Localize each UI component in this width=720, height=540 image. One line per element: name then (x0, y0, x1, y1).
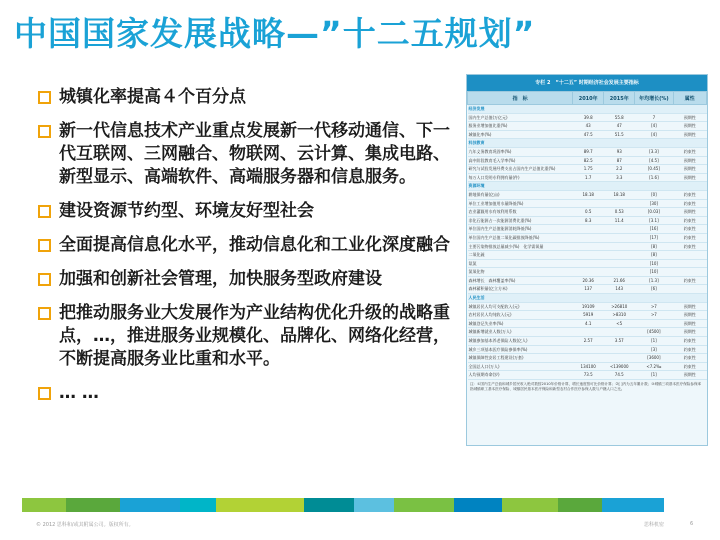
table-cell: 预期性 (673, 208, 706, 217)
indicator-table (467, 91, 707, 380)
square-bullet-icon (38, 91, 51, 104)
table-cell: 预期性 (673, 122, 706, 131)
table-row (468, 362, 707, 371)
table-cell: 55.8 (604, 113, 635, 122)
decorative-color-stripes (0, 498, 720, 512)
table-cell (604, 233, 635, 242)
table-cell (573, 242, 604, 251)
table-cell: [3.3] (635, 147, 673, 156)
indicator-name-cell: 服务业增加值比重(%) (468, 122, 573, 131)
indicator-name-cell: 氨氮 (468, 259, 573, 268)
table-row (468, 173, 707, 182)
square-bullet-icon (38, 125, 51, 138)
table-cell: 8.3 (573, 216, 604, 225)
table-row (468, 285, 707, 294)
table-cell (604, 251, 635, 260)
table-cell: 39.8 (573, 113, 604, 122)
indicator-name-cell: 单位工业增加值用水量降低(%) (468, 199, 573, 208)
table-cell (604, 259, 635, 268)
table-row (468, 251, 707, 260)
indicator-name-cell: 城镇新增就业人数(万人) (468, 328, 573, 337)
table-row (468, 233, 707, 242)
table-row (468, 216, 707, 225)
bullet-list (38, 86, 458, 416)
table-cell: [1.6] (635, 173, 673, 182)
table-cell (635, 319, 673, 328)
table-cell (604, 199, 635, 208)
table-title: 专栏 2 “十二五” 时期经济社会发展主要指标 (467, 75, 707, 91)
table-section-row (468, 294, 707, 303)
table-cell (604, 354, 635, 363)
table-cell: 0.53 (604, 208, 635, 217)
table-cell: 预期性 (673, 156, 706, 165)
table-cell: 1.7 (573, 173, 604, 182)
bullet-text: 建设资源节约型、环境友好型社会 (59, 201, 314, 221)
table-row (468, 190, 707, 199)
table-cell (673, 285, 706, 294)
table-cell: [3600] (635, 354, 673, 363)
table-cell: 约束性 (673, 147, 706, 156)
section-label: 经济发展 (468, 105, 707, 114)
table-cell: 约束性 (673, 225, 706, 234)
table-cell: >26810 (604, 302, 635, 311)
table-cell: 1.75 (573, 165, 604, 174)
table-cell: >8310 (604, 311, 635, 320)
color-stripe (66, 498, 120, 512)
confidential-footer: 思科机密 (644, 522, 665, 528)
table-row (468, 354, 707, 363)
table-row (468, 319, 707, 328)
square-bullet-icon (38, 273, 51, 286)
table-cell: [3.1] (635, 216, 673, 225)
indicator-name-cell: 非化石能源占一次能源消费比重(%) (468, 216, 573, 225)
table-cell: 73.5 (573, 371, 604, 380)
color-stripe (394, 498, 454, 512)
color-stripe (602, 498, 664, 512)
table-row (468, 156, 707, 165)
table-cell: [8] (635, 251, 673, 260)
bullet-item (38, 234, 458, 257)
table-cell: 预期性 (673, 302, 706, 311)
table-cell: [1.3] (635, 276, 673, 285)
table-cell: 预期性 (673, 130, 706, 139)
bullet-text: 全面提高信息化水平，推动信息化和工业化深度融合 (59, 235, 450, 255)
table-cell: 18.18 (604, 190, 635, 199)
table-cell: 21.66 (604, 276, 635, 285)
table-cell: 74.5 (604, 371, 635, 380)
bullet-text: 把推动服务业大发展作为产业结构优化升级的战略重点，…，推进服务业规模化、品牌化、网络化经营，不断提高服务业比重和水平。 (59, 303, 450, 369)
table-cell: [10] (635, 268, 673, 277)
table-cell: [1] (635, 337, 673, 346)
table-cell: 47.5 (573, 130, 604, 139)
indicator-name-cell: 每万人口发明专利拥有量(件) (468, 173, 573, 182)
table-row (468, 268, 707, 277)
table-cell (673, 251, 706, 260)
table-cell: 2.57 (573, 337, 604, 346)
section-label: 人民生活 (468, 294, 707, 303)
table-cell: <139000 (604, 362, 635, 371)
table-cell (673, 268, 706, 277)
bullet-text: 城镇化率提高４个百分点 (59, 87, 246, 107)
table-cell: 87 (604, 156, 635, 165)
section-label: 科技教育 (468, 139, 707, 148)
bullet-item (38, 200, 458, 223)
bullet-item (38, 86, 458, 109)
table-cell: 约束性 (673, 345, 706, 354)
table-cell (573, 354, 604, 363)
indicator-name-cell: 人均预期寿命(岁) (468, 371, 573, 380)
table-cell: <5 (604, 319, 635, 328)
indicator-name-cell: 城镇登记失业率(%) (468, 319, 573, 328)
table-cell: <7.2‰ (635, 362, 673, 371)
indicator-name-cell: 国内生产总值(万亿元) (468, 113, 573, 122)
table-cell: 约束性 (673, 354, 706, 363)
table-cell (604, 345, 635, 354)
column-header: 2010年 (573, 92, 604, 105)
table-cell (573, 328, 604, 337)
table-cell: [4] (635, 122, 673, 131)
table-note: 注：①国内生产总值和城乡居民收入绝对数按2010年价格计算，增长速度按可比价格计算；②[ ]内为五年累计数；③城镇三项基本医疗保险参保率指城镇职工基本医疗保险、城镇居民基本医疗保险和新型农村合作医疗参保人数与户籍人口之比。 (470, 382, 702, 391)
square-bullet-icon (38, 205, 51, 218)
indicator-name-cell: 城镇保障性安居工程建设(万套) (468, 354, 573, 363)
table-cell: 3.3 (604, 173, 635, 182)
table-cell: [8] (635, 242, 673, 251)
table-cell: 19109 (573, 302, 604, 311)
table-cell (573, 268, 604, 277)
table-row (468, 371, 707, 380)
table-cell: 预期性 (673, 371, 706, 380)
table-cell: 预期性 (673, 165, 706, 174)
indicator-name-cell: 城镇化率(%) (468, 130, 573, 139)
color-stripe (354, 498, 394, 512)
table-cell: 11.4 (604, 216, 635, 225)
color-stripe (120, 498, 180, 512)
table-cell: >7 (635, 302, 673, 311)
color-stripe (304, 498, 354, 512)
color-stripe (22, 498, 66, 512)
indicator-name-cell: 农业灌溉用水有效利用系数 (468, 208, 573, 217)
indicator-name-cell: 农村居民人均纯收入(元) (468, 311, 573, 320)
table-cell (604, 225, 635, 234)
table-cell: [16] (635, 225, 673, 234)
table-cell: 预期性 (673, 311, 706, 320)
table-cell: [1] (635, 371, 673, 380)
bullet-text: 加强和创新社会管理，加快服务型政府建设 (59, 269, 382, 289)
table-cell: 143 (604, 285, 635, 294)
section-label: 资源环境 (468, 182, 707, 191)
table-row (468, 199, 707, 208)
table-cell: [4.5] (635, 156, 673, 165)
table-row (468, 130, 707, 139)
table-cell: [30] (635, 199, 673, 208)
table-cell: [10] (635, 259, 673, 268)
table-section-row (468, 139, 707, 148)
indicator-name-cell: 城镇参加基本养老保险人数(亿人) (468, 337, 573, 346)
table-cell: [17] (635, 233, 673, 242)
table-cell: 约束性 (673, 190, 706, 199)
square-bullet-icon (38, 387, 51, 400)
table-section-row (468, 105, 707, 114)
table-cell (604, 242, 635, 251)
indicator-name-cell: 主要污染物排放总量减少(%) 化学需氧量 (468, 242, 573, 251)
table-cell: 43 (573, 122, 604, 131)
table-row (468, 225, 707, 234)
table-cell (604, 268, 635, 277)
page-title: 中国国家发展战略—”十二五规划” (14, 14, 536, 53)
indicator-name-cell: 城镇居民人均可支配收入(元) (468, 302, 573, 311)
table-cell: 约束性 (673, 242, 706, 251)
table-cell (573, 233, 604, 242)
color-stripe (558, 498, 602, 512)
table-row (468, 259, 707, 268)
indicator-name-cell: 九年义务教育巩固率(%) (468, 147, 573, 156)
table-cell: [6] (635, 285, 673, 294)
table-section-row (468, 182, 707, 191)
bullet-item (38, 382, 458, 405)
table-cell: 134100 (573, 362, 604, 371)
table-cell: 93 (604, 147, 635, 156)
indicator-table-panel (466, 74, 708, 446)
copyright-footer: © 2012 思科和/或其附属公司。版权所有。 (36, 522, 134, 528)
table-cell: 0.5 (573, 208, 604, 217)
table-cell: 约束性 (673, 362, 706, 371)
column-header: 年均增长(%) (635, 92, 673, 105)
indicator-name-cell: 二氧化硫 (468, 251, 573, 260)
indicator-name-cell: 城乡三项基本医疗保险参保率(%) (468, 345, 573, 354)
table-cell: 约束性 (673, 233, 706, 242)
column-header: 指 标 (468, 92, 573, 105)
table-row (468, 311, 707, 320)
table-cell (573, 225, 604, 234)
table-row (468, 165, 707, 174)
table-row (468, 208, 707, 217)
bullet-text: … … (59, 383, 99, 403)
table-cell: 2.2 (604, 165, 635, 174)
table-row (468, 345, 707, 354)
table-row (468, 242, 707, 251)
table-cell (573, 259, 604, 268)
square-bullet-icon (38, 307, 51, 320)
table-header-row (468, 92, 707, 105)
table-cell: 89.7 (573, 147, 604, 156)
indicator-name-cell: 森林蓄积量(亿立方米) (468, 285, 573, 294)
table-cell (573, 345, 604, 354)
table-cell (573, 251, 604, 260)
table-cell: 4.1 (573, 319, 604, 328)
table-row (468, 337, 707, 346)
bullet-item (38, 302, 458, 371)
table-cell: 约束性 (673, 199, 706, 208)
bullet-item (38, 268, 458, 291)
table-cell: [4] (635, 130, 673, 139)
table-cell: [4500] (635, 328, 673, 337)
table-cell: 约束性 (673, 337, 706, 346)
indicator-name-cell: 耕地保有量(亿亩) (468, 190, 573, 199)
table-cell: 5919 (573, 311, 604, 320)
table-cell (673, 259, 706, 268)
table-cell: 预期性 (673, 173, 706, 182)
table-cell: 预期性 (673, 113, 706, 122)
table-cell: [0.45] (635, 165, 673, 174)
bullet-item (38, 120, 458, 189)
indicator-name-cell: 单位国内生产总值能源消耗降低(%) (468, 225, 573, 234)
table-cell: 51.5 (604, 130, 635, 139)
color-stripe (454, 498, 502, 512)
table-row (468, 276, 707, 285)
color-stripe (180, 498, 216, 512)
square-bullet-icon (38, 239, 51, 252)
table-cell: 20.36 (573, 276, 604, 285)
indicator-name-cell: 单位国内生产总值二氧化碳排放降低(%) (468, 233, 573, 242)
table-cell: 预期性 (673, 328, 706, 337)
table-cell: 7 (635, 113, 673, 122)
table-cell: 预期性 (673, 319, 706, 328)
table-row (468, 113, 707, 122)
table-row (468, 302, 707, 311)
table-row (468, 122, 707, 131)
table-cell: [0] (635, 190, 673, 199)
table-cell: [0.03] (635, 208, 673, 217)
table-cell (573, 199, 604, 208)
indicator-name-cell: 研究与试验发展经费支出占国内生产总值比重(%) (468, 165, 573, 174)
color-stripe (216, 498, 304, 512)
page-number: 6 (690, 521, 694, 527)
column-header: 2015年 (604, 92, 635, 105)
table-cell: 18.18 (573, 190, 604, 199)
table-cell: >7 (635, 311, 673, 320)
table-cell: 3.57 (604, 337, 635, 346)
indicator-name-cell: 森林增长 森林覆盖率(%) (468, 276, 573, 285)
indicator-name-cell: 高中阶段教育毛入学率(%) (468, 156, 573, 165)
table-cell: [3] (635, 345, 673, 354)
table-body (468, 105, 707, 380)
table-cell: 约束性 (673, 216, 706, 225)
color-stripe (502, 498, 558, 512)
table-cell: 82.5 (573, 156, 604, 165)
table-row (468, 147, 707, 156)
indicator-name-cell: 氮氧化物 (468, 268, 573, 277)
table-cell: 137 (573, 285, 604, 294)
table-row (468, 328, 707, 337)
table-cell (604, 328, 635, 337)
bullet-text: 新一代信息技术产业重点发展新一代移动通信、下一代互联网、三网融合、物联网、云计算、集成电路、新型显示、高端软件、高端服务器和信息服务。 (59, 121, 450, 187)
indicator-name-cell: 全国总人口(万人) (468, 362, 573, 371)
table-cell: 47 (604, 122, 635, 131)
table-cell: 约束性 (673, 276, 706, 285)
column-header: 属性 (673, 92, 706, 105)
